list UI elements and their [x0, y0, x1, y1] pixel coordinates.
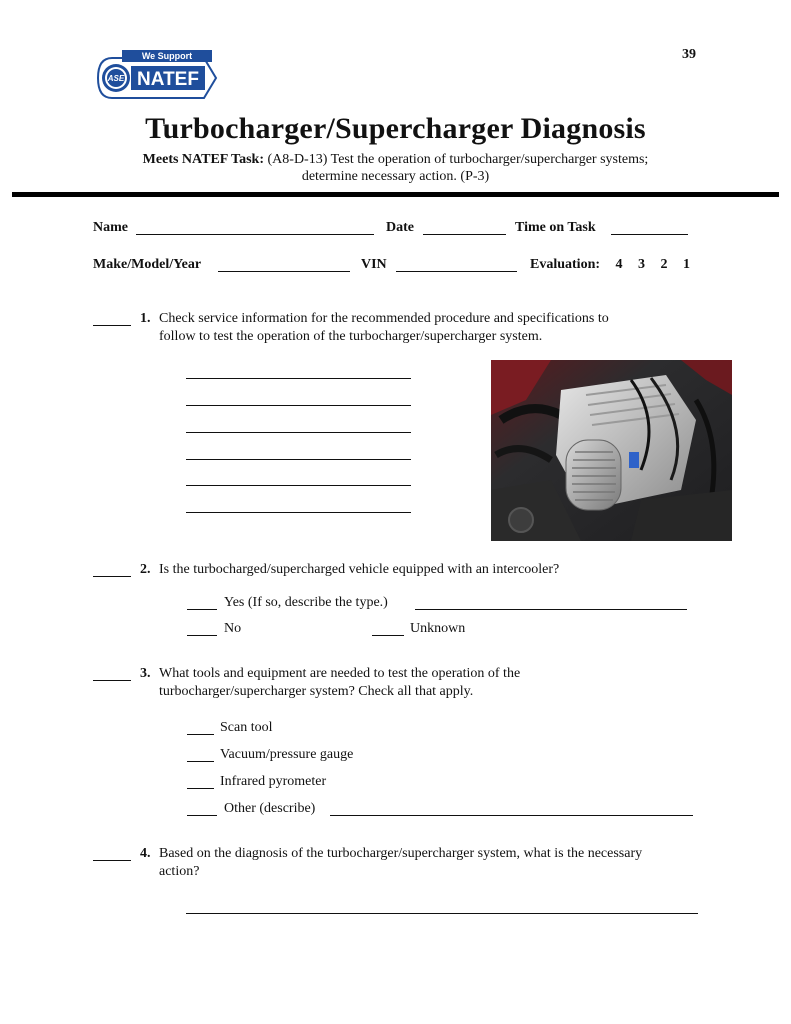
q3-vacuum-gauge-checkbox[interactable]	[187, 761, 214, 762]
make-model-year-field[interactable]	[218, 271, 350, 272]
page-number: 39	[682, 47, 696, 62]
natef-logo	[94, 48, 219, 108]
vin-label: VIN	[361, 257, 387, 272]
evaluation-score-2[interactable]: 2	[660, 257, 668, 272]
date-label: Date	[386, 220, 414, 235]
supercharged-engine-photo	[491, 360, 732, 541]
header-divider	[12, 192, 779, 197]
logo-top-text: We Support	[141, 51, 193, 61]
q2-no-label: No	[224, 621, 242, 636]
task-description-line1	[0, 152, 791, 168]
logo-badge-text: ASE	[107, 74, 125, 83]
name-field[interactable]	[136, 234, 374, 235]
q3-vacuum-gauge-label: Vacuum/pressure gauge	[220, 747, 354, 762]
q3-number: 3.	[140, 666, 151, 681]
q2-text: Is the turbocharged/supercharged vehicle equipped with an intercooler?	[159, 562, 560, 577]
q2-unknown-label: Unknown	[410, 621, 466, 636]
q3-other-description-field[interactable]	[330, 815, 693, 816]
task-text-line1: (A8-D-13) Test the operation of turbocharger/supercharger systems;	[267, 152, 649, 167]
q1-answer-line[interactable]	[186, 459, 411, 460]
q2-unknown-checkbox[interactable]	[372, 635, 404, 636]
q4-checkoff-blank[interactable]	[93, 860, 131, 861]
q3-other-checkbox[interactable]	[187, 815, 217, 816]
make-model-year-label: Make/Model/Year	[93, 257, 202, 272]
q2-number: 2.	[140, 562, 151, 577]
evaluation-score-3[interactable]: 3	[638, 257, 646, 272]
q1-answer-line[interactable]	[186, 378, 411, 379]
q1-text-line2: follow to test the operation of the turbocharger/supercharger system.	[159, 329, 543, 344]
q1-text	[159, 310, 609, 346]
q1-checkoff-blank[interactable]	[93, 325, 131, 326]
q2-no-checkbox[interactable]	[187, 635, 217, 636]
q3-text-line2: turbocharger/supercharger system? Check all that apply.	[159, 684, 474, 699]
q1-text-line1: Check service information for the recommended procedure and specifications to	[159, 311, 609, 326]
q1-answer-line[interactable]	[186, 432, 411, 433]
time-on-task-field[interactable]	[611, 234, 688, 235]
q4-text	[159, 845, 642, 881]
q3-pyrometer-label: Infrared pyrometer	[220, 774, 327, 789]
q1-answer-line[interactable]	[186, 512, 411, 513]
evaluation	[530, 257, 690, 273]
task-description-line2: determine necessary action. (P-3)	[301, 169, 490, 184]
evaluation-score-1[interactable]: 1	[683, 257, 691, 272]
q2-yes-checkbox[interactable]	[187, 609, 217, 610]
q4-text-line2: action?	[159, 864, 200, 879]
evaluation-score-4[interactable]: 4	[615, 257, 623, 272]
q2-intercooler-type-field[interactable]	[415, 609, 687, 610]
name-label: Name	[93, 220, 128, 235]
vin-field[interactable]	[396, 271, 517, 272]
q3-text-line1: What tools and equipment are needed to test the operation of the	[159, 666, 521, 681]
q2-yes-label: Yes (If so, describe the type.)	[224, 595, 388, 610]
q4-number: 4.	[140, 846, 151, 861]
time-on-task-label: Time on Task	[515, 220, 596, 235]
q1-number: 1.	[140, 311, 151, 326]
q1-answer-line[interactable]	[186, 405, 411, 406]
q3-other-label: Other (describe)	[224, 801, 316, 816]
date-field[interactable]	[423, 234, 506, 235]
task-label: Meets NATEF Task:	[142, 152, 265, 167]
evaluation-label: Evaluation:	[530, 257, 601, 272]
q3-text	[159, 665, 520, 701]
q3-scan-tool-checkbox[interactable]	[187, 734, 214, 735]
q1-answer-line[interactable]	[186, 485, 411, 486]
logo-main-text: NATEF	[137, 69, 199, 90]
q4-answer-line[interactable]	[186, 913, 698, 914]
q2-checkoff-blank[interactable]	[93, 576, 131, 577]
q3-pyrometer-checkbox[interactable]	[187, 788, 214, 789]
q3-scan-tool-label: Scan tool	[220, 720, 273, 735]
q3-checkoff-blank[interactable]	[93, 680, 131, 681]
page-title: Turbocharger/Supercharger Diagnosis	[145, 112, 646, 145]
q4-text-line1: Based on the diagnosis of the turbocharger/supercharger system, what is the necessary	[159, 846, 643, 861]
